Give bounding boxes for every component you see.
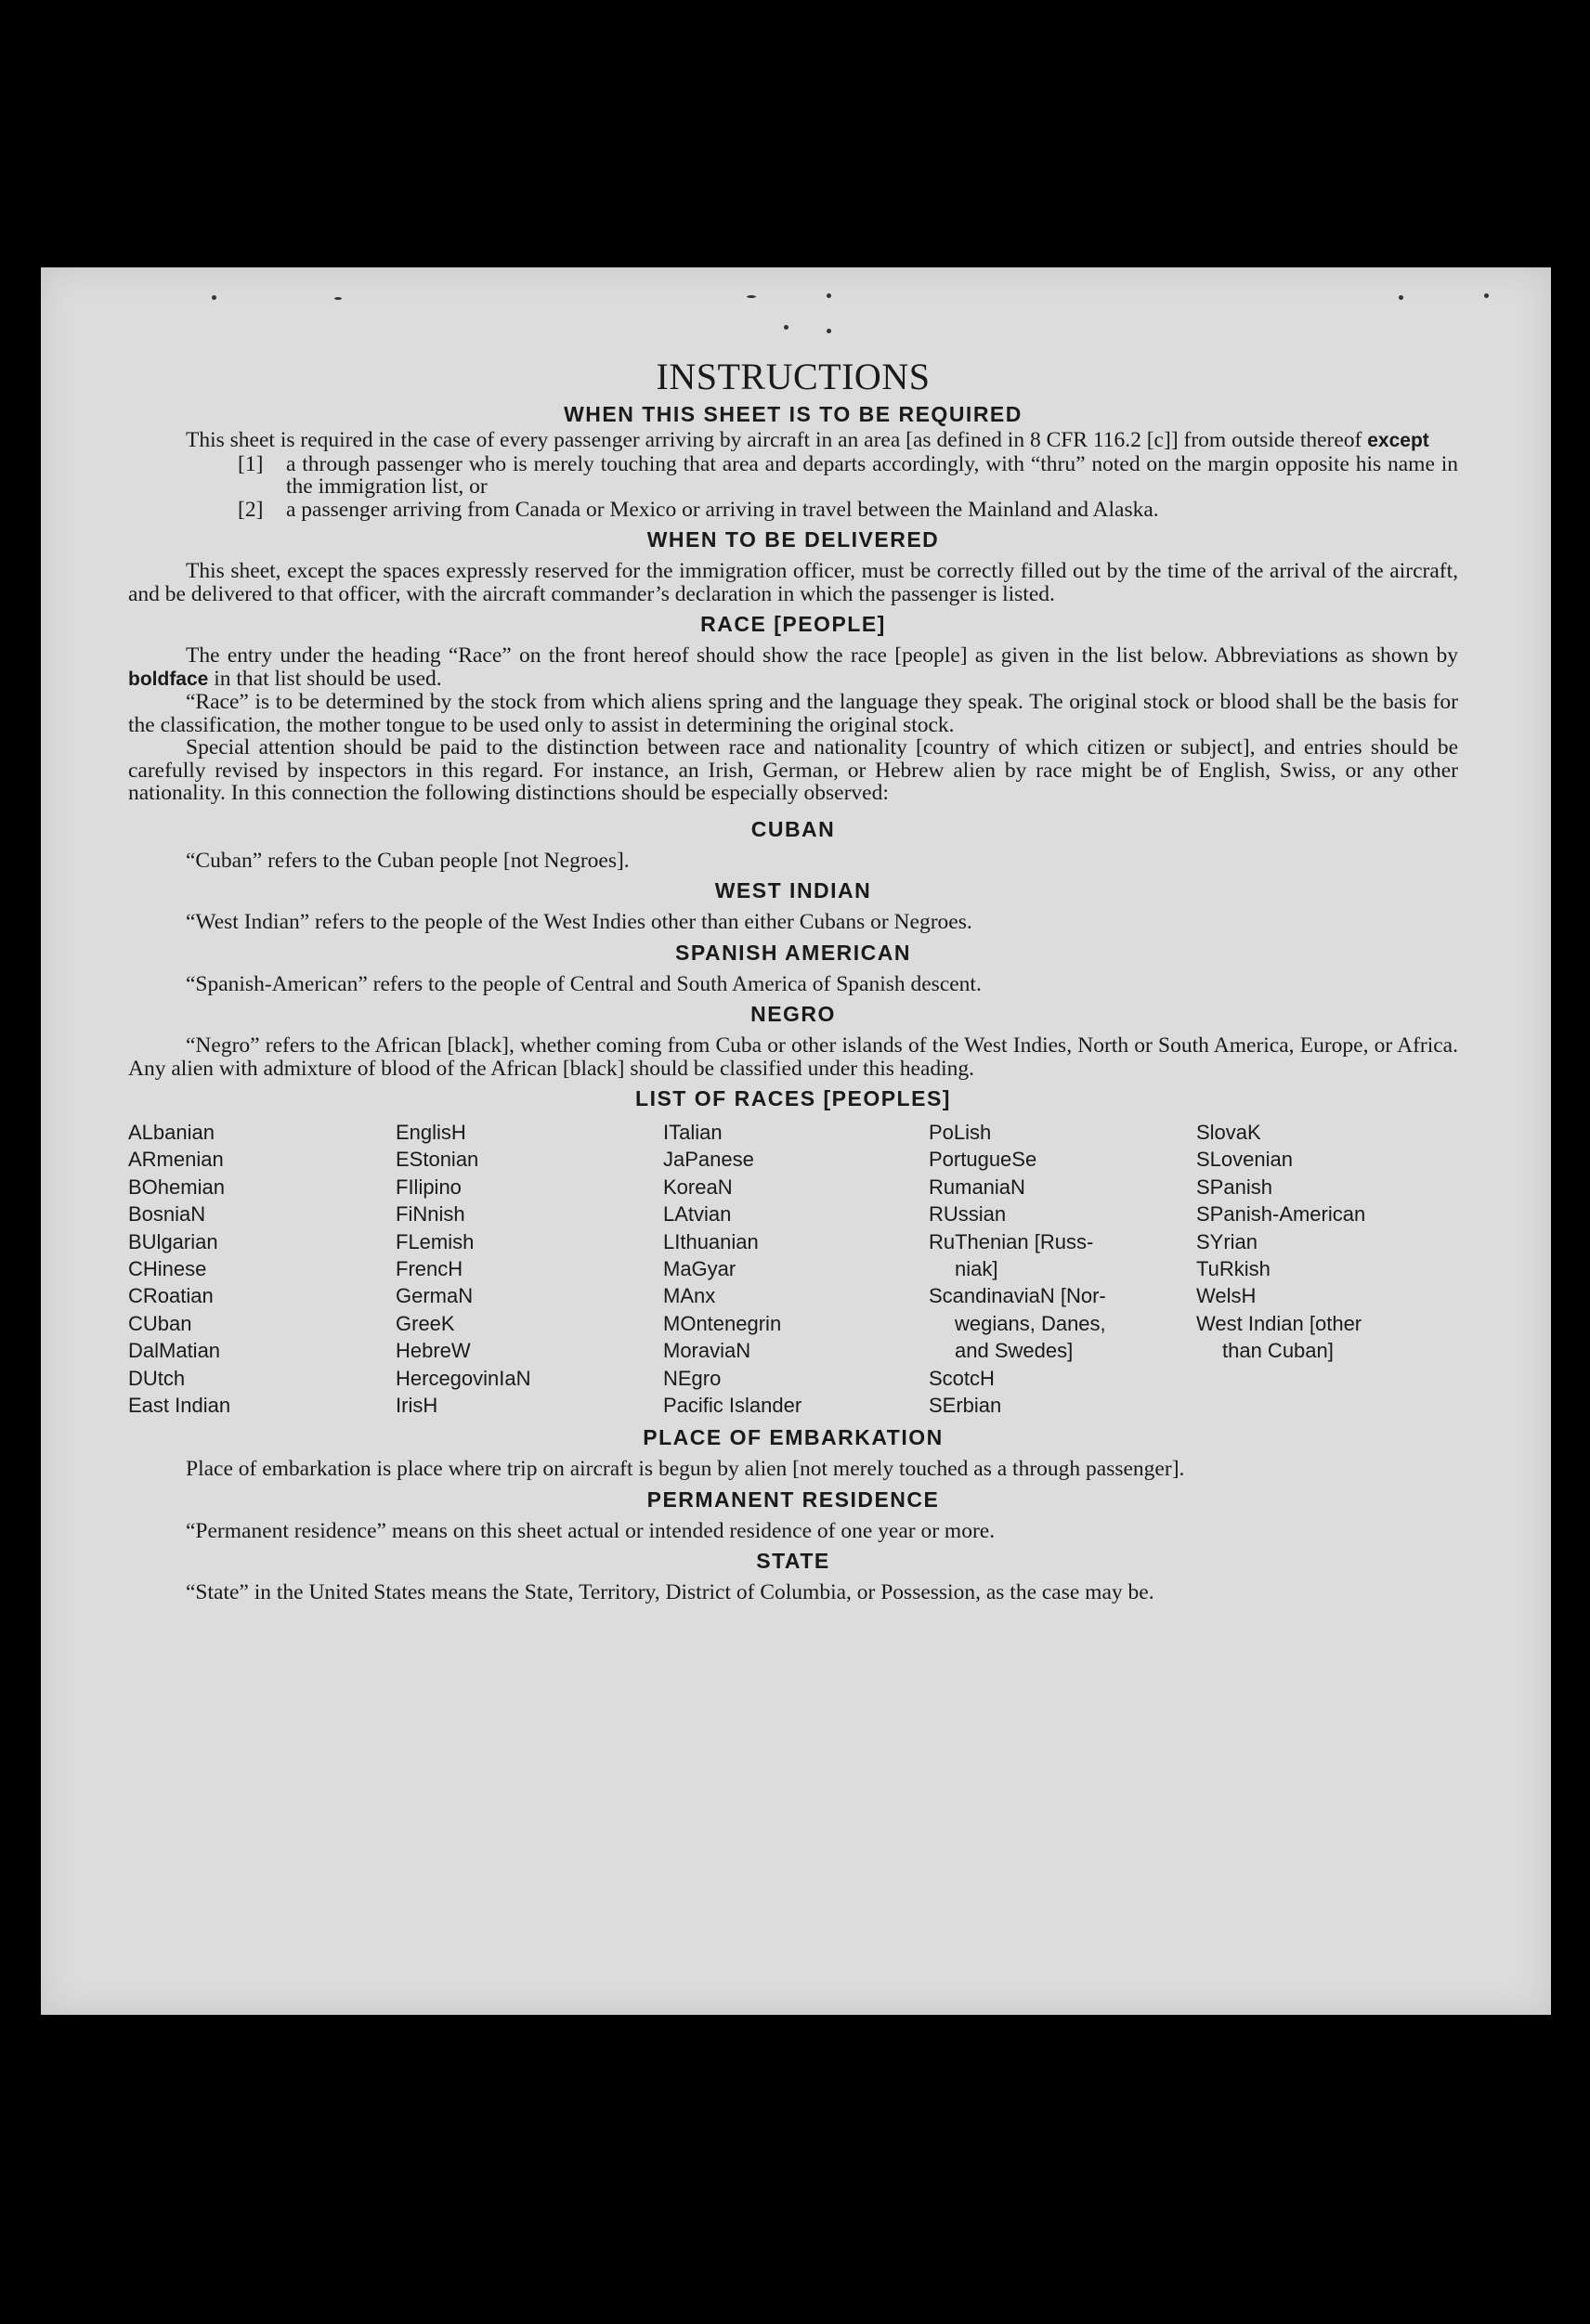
race-entry: GreeK	[396, 1311, 455, 1335]
race-entry: BOhemian	[128, 1175, 225, 1199]
race-p1-a: The entry under the heading “Race” on the front hereof should show the race [people] as given in the list below. Abbreviations as shown by	[186, 643, 1458, 668]
race-entry: PoLish	[929, 1121, 992, 1144]
race-entry: ITalian	[663, 1121, 723, 1144]
races-column-4	[929, 1119, 1196, 1419]
item-text: a through passenger who is merely touching that area and departs accordingly, with “thru” noted on the margin opposite his name in the immigration list, or	[286, 451, 1458, 499]
race-entry: SPanish	[1196, 1175, 1272, 1199]
race-entry: BosniaN	[128, 1202, 206, 1227]
required-item-2	[238, 499, 1458, 522]
item-text: a passenger arriving from Canada or Mexico or arriving in travel between the Mainland and Alaska.	[286, 497, 1159, 522]
item-number: [1]	[238, 451, 264, 476]
race-entry: SPanish-American	[1196, 1202, 1366, 1227]
heading-when-required: WHEN THIS SHEET IS TO BE REQUIRED	[564, 402, 1023, 426]
delivered-text: This sheet, except the spaces expressly reserved for the immigration officer, must be correctly filled out by the time of the arrival of the aircraft, and be delivered to that officer, with the aircraft commander’s declaration in which the passenger is listed.	[128, 559, 1458, 606]
race-entry: SLovenian	[1196, 1148, 1293, 1172]
heading-race: RACE [PEOPLE]	[700, 612, 886, 636]
race-entry: ScandinaviaN [Nor-	[929, 1284, 1106, 1308]
race-entry: CUban	[128, 1311, 192, 1335]
required-intro-bold: except	[1367, 430, 1429, 451]
race-entry: wegians, Danes,	[955, 1311, 1106, 1335]
race-paragraph-3: Special attention should be paid to the distinction between race and nationality [country of which citizen or subject], and entries should be carefully revised by inspectors in this regard. For instance, an Irish, German, or Hebrew alien by race might be of English, Swiss, or any other nationality. In this connection the following distinctions should be especially observed:	[128, 735, 1458, 805]
race-entry: CRoatian	[128, 1284, 214, 1308]
required-intro-text: This sheet is required in the case of every passenger arriving by aircraft in an area [as defined in 8 CFR 116.2 [c]] from outside thereof	[186, 428, 1362, 452]
race-entry: SlovaK	[1196, 1121, 1261, 1144]
heading-cuban: CUBAN	[750, 816, 836, 841]
race-entry: HercegovinIaN	[396, 1366, 531, 1390]
race-entry: RumaniaN	[929, 1175, 1025, 1199]
heading-permanent-residence: PERMANENT RESIDENCE	[646, 1487, 940, 1512]
race-entry: CHinese	[128, 1257, 207, 1281]
race-entry: East Indian	[128, 1394, 231, 1418]
embarkation-text: Place of embarkation is place where trip on aircraft is begun by alien [not merely touched as a through passenger].	[186, 1457, 1185, 1482]
required-intro	[128, 429, 1458, 453]
race-entry: DalMatian	[128, 1339, 221, 1363]
race-entry: SErbian	[929, 1394, 1002, 1418]
spanish-american-text: “Spanish-American” refers to the people of Central and South America of Spanish descent.	[186, 971, 982, 996]
heading-west-indian: WEST INDIAN	[714, 878, 872, 902]
race-entry: LIthuanian	[663, 1229, 759, 1253]
race-entry: MOntenegrin	[663, 1311, 782, 1335]
race-entry: niak]	[955, 1257, 998, 1281]
races-column-3	[663, 1119, 929, 1419]
race-entry: than Cuban]	[1222, 1339, 1334, 1363]
residence-text: “Permanent residence” means on this sheet actual or intended residence of one year or more.	[186, 1518, 996, 1543]
race-entry: ALbanian	[128, 1121, 215, 1144]
race-entry: EnglisH	[396, 1121, 466, 1144]
race-p1-b: in that list should be used.	[214, 666, 442, 691]
race-entry: EStonian	[396, 1148, 479, 1172]
race-entry: Pacific Islander	[663, 1394, 802, 1418]
item-number: [2]	[238, 497, 264, 522]
page-title: INSTRUCTIONS	[656, 356, 931, 397]
instruction-sheet	[41, 267, 1551, 2015]
race-entry: DUtch	[128, 1366, 186, 1390]
race-entry: MaGyar	[663, 1257, 736, 1281]
race-entry: West Indian [other	[1196, 1311, 1362, 1335]
race-entry: BUlgarian	[128, 1229, 218, 1253]
race-entry: KoreaN	[663, 1175, 733, 1199]
heading-negro: NEGRO	[750, 1002, 836, 1026]
heading-state: STATE	[756, 1549, 830, 1574]
race-entry: WelsH	[1196, 1284, 1257, 1308]
race-entry: FLemish	[396, 1229, 475, 1253]
race-entry: ARmenian	[128, 1148, 224, 1172]
races-column-2	[396, 1119, 663, 1419]
race-entry: ScotcH	[929, 1366, 995, 1390]
race-entry: NEgro	[663, 1366, 722, 1390]
required-item-1	[238, 453, 1458, 499]
race-entry: SYrian	[1196, 1229, 1258, 1253]
race-entry: PortugueSe	[929, 1148, 1037, 1172]
state-text: “State” in the United States means the State, Territory, District of Columbia, or Possession, as the case may be.	[186, 1580, 1154, 1605]
race-entry: JaPanese	[663, 1148, 754, 1172]
race-entry: GermaN	[396, 1284, 474, 1308]
race-entry: LAtvian	[663, 1202, 732, 1227]
document-body	[128, 357, 1458, 1604]
race-paragraph-1	[128, 644, 1458, 691]
race-entry: MoraviaN	[663, 1339, 751, 1363]
heading-list-of-races: LIST OF RACES [PEOPLES]	[635, 1086, 951, 1110]
west-indian-text: “West Indian” refers to the people of the West Indies other than either Cubans or Negroes.	[186, 910, 972, 934]
race-entry: RUssian	[929, 1202, 1007, 1227]
heading-when-delivered: WHEN TO BE DELIVERED	[646, 527, 940, 552]
cuban-text: “Cuban” refers to the Cuban people [not Negroes].	[186, 848, 630, 873]
race-entry: FrencH	[396, 1257, 463, 1281]
race-entry: and Swedes]	[955, 1339, 1074, 1363]
race-entry: TuRkish	[1196, 1257, 1271, 1281]
races-column-5	[1196, 1119, 1458, 1419]
race-p1-bold: boldface	[128, 668, 209, 690]
races-column-1	[128, 1119, 396, 1419]
race-entry: FiNnish	[396, 1202, 465, 1227]
race-entry: FIlipino	[396, 1175, 462, 1199]
race-entry: MAnx	[663, 1284, 716, 1308]
race-entry: RuThenian [Russ-	[929, 1229, 1094, 1253]
race-entry: HebreW	[396, 1339, 471, 1363]
races-list	[128, 1119, 1458, 1419]
heading-embarkation: PLACE OF EMBARKATION	[643, 1425, 944, 1450]
heading-spanish-american: SPANISH AMERICAN	[674, 940, 911, 965]
race-entry: IrisH	[396, 1394, 438, 1418]
negro-text: “Negro” refers to the African [black], whether coming from Cuba or other islands of the West Indies, North or South America, Europe, or Africa. Any alien with admixture of blood of the African [black] should be classified under this heading.	[128, 1033, 1458, 1081]
race-paragraph-2: “Race” is to be determined by the stock from which aliens spring and the language they speak. The original stock or blood shall be the basis for the classification, the mother tongue to be used only to assist in determining the original stock.	[128, 690, 1458, 737]
